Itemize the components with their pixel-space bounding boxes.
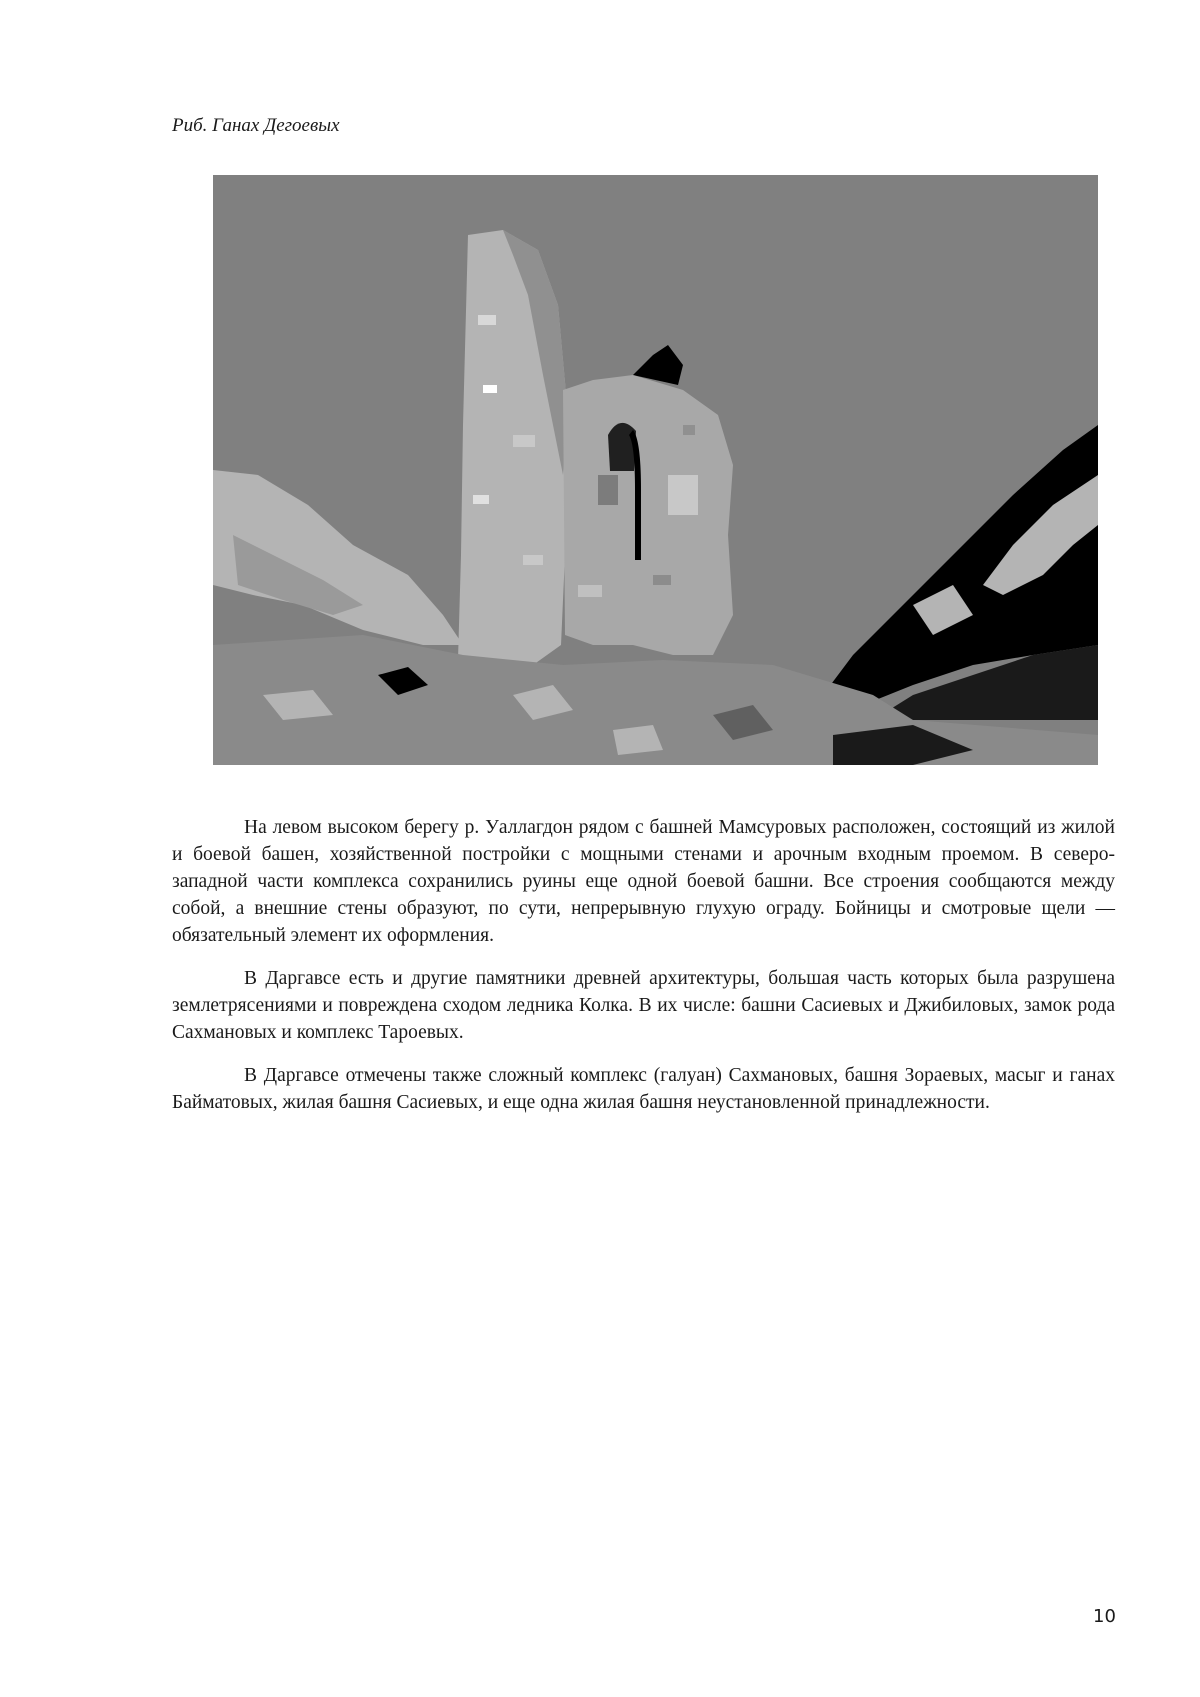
tower-ruins-photo: [213, 175, 1098, 765]
paragraph-1: На левом высоком берегу р. Уаллагдон рядом с башней Мамсуровых расположен, состоящий из жилой и боевой башен, хозяйственной постройки с мощными стенами и арочным входным проемом. В северо-западной части комплекса сохранились руины еще одной боевой башни. Все строения сообщаются между собой, а внешние стены образуют, по сути, непрерывную глухую ограду. Бойницы и смотровые щели — обязательный элемент их оформления.: [172, 817, 1115, 946]
photo-tower-ruins-icon: [213, 175, 1098, 765]
body-text: [172, 814, 1115, 1132]
figure-caption: Риб. Ганах Дегоевых: [172, 115, 340, 136]
paragraph-2: В Даргавсе есть и другие памятники древней архитектуры, большая часть которых была разрушена землетрясениями и повреждена сходом ледника Колка. В их числе: башни Сасиевых и Джибиловых, замок рода Сахмановых и комплекс Тароевых.: [172, 968, 1115, 1043]
page-number: 10: [1093, 1606, 1116, 1627]
paragraph-3: В Даргавсе отмечены также сложный комплекс (галуан) Сахмановых, башня Зораевых, масыг и ганах Байматовых, жилая башня Сасиевых, и еще одна жилая башня неустановленной принадлежности.: [172, 1065, 1115, 1113]
